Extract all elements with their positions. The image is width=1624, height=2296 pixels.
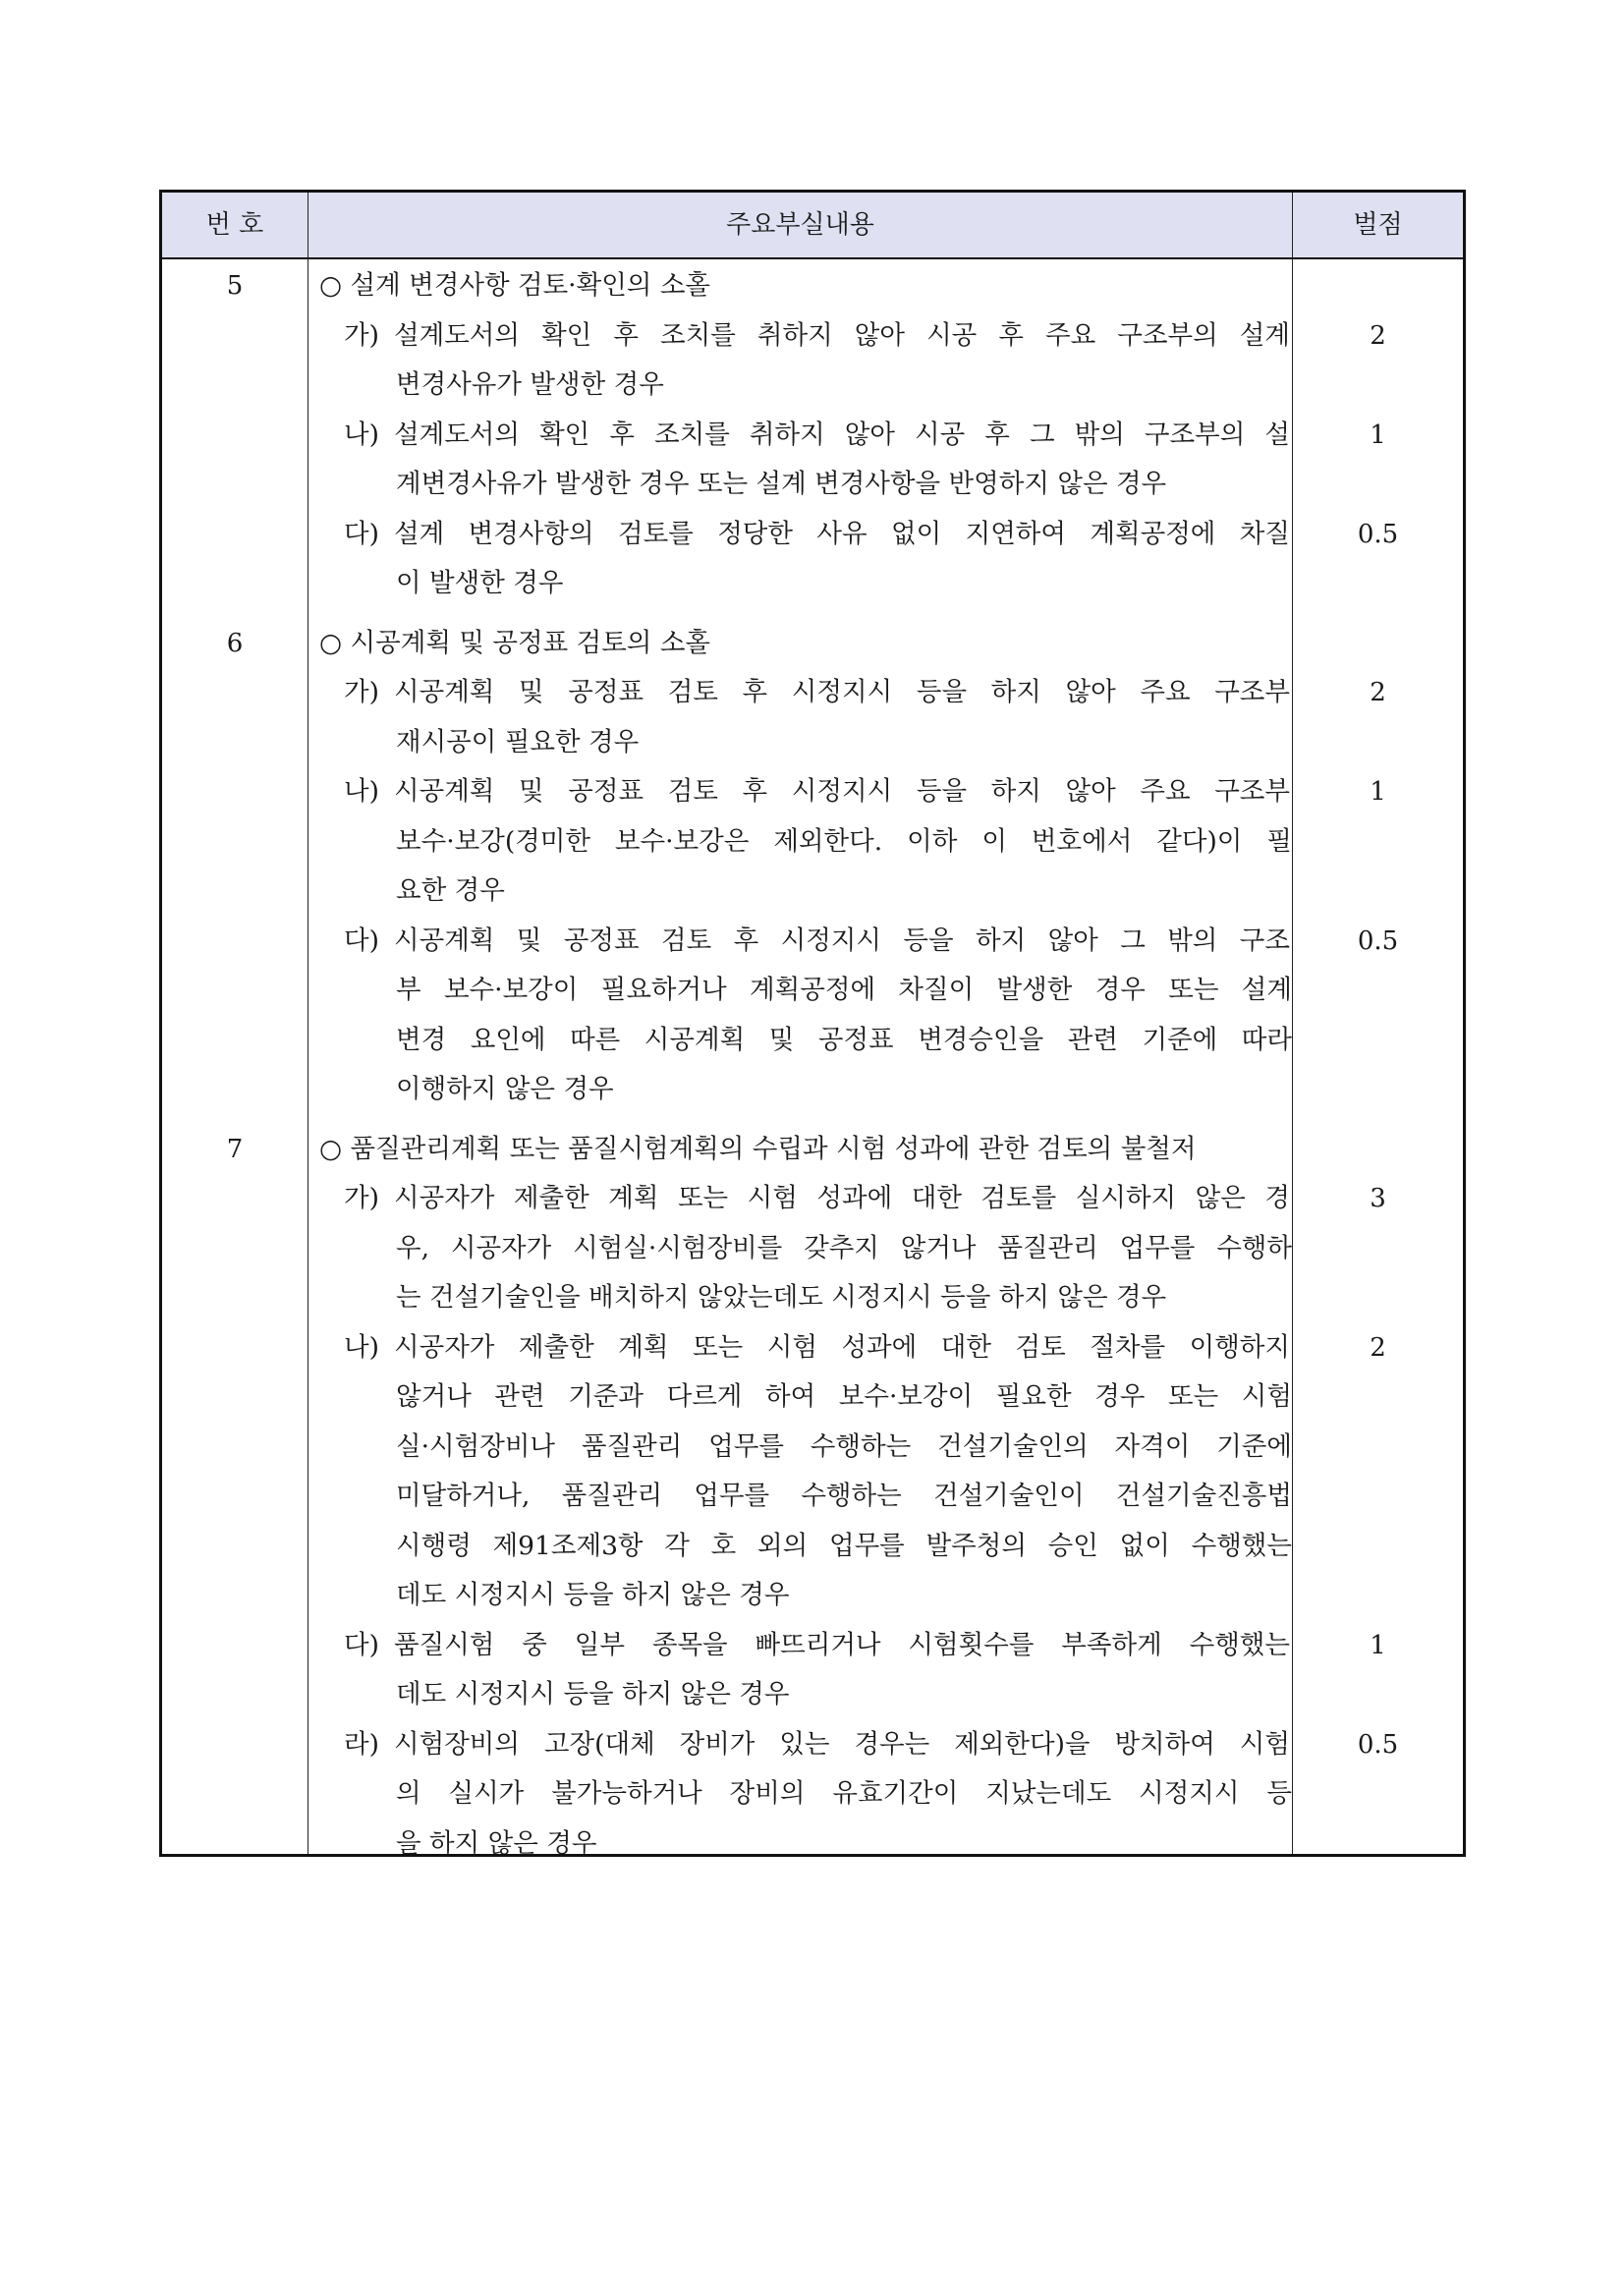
item-text-line: 이행하지 않은 경우 [396,1074,614,1104]
section-number: 7 [226,1134,244,1164]
item-text-line: 실·시험장비나 품질관리 업무를 수행하는 건설기술인의 자격이 기준에 [396,1430,1292,1462]
item-label: 다) [344,1629,379,1660]
penalty-score: 0.5 [1357,519,1399,549]
item-text-line: 시공계획 및 공정표 검토 후 시정지시 등을 하지 않아 주요 구조부 [394,677,1290,707]
penalty-score: 1 [1370,1630,1386,1660]
penalty-score: 2 [1370,678,1386,707]
item-text-line: 시공자가 제출한 계획 또는 시험 성과에 대한 검토를 실시하지 않은 경 [394,1183,1290,1213]
header-number: 번 호 [205,210,264,240]
item-text-line: 는 건설기술인을 배치하지 않았는데도 시정지시 등을 하지 않은 경우 [396,1282,1167,1313]
item-text-line: 시공계획 및 공정표 검토 후 시정지시 등을 하지 않아 그 밖의 구조 [394,924,1290,956]
penalty-score: 0.5 [1357,925,1399,956]
item-label: 라) [344,1728,379,1760]
item-label: 나) [344,1331,379,1363]
penalty-score: 2 [1370,1332,1386,1363]
header-content: 주요부실내용 [726,210,874,240]
item-text-line: 시험장비의 고장(대체 장비가 있는 경우는 제외한다)을 방치하여 시험 [394,1728,1290,1760]
item-text-line: 우, 시공자가 시험실·시험장비를 갖추지 않거나 품질관리 업무를 수행하 [396,1232,1292,1263]
item-text-line: 계변경사유가 발생한 경우 또는 설계 변경사항을 반영하지 않은 경우 [396,469,1167,499]
item-text-line: 변경 요인에 따른 시공계획 및 공정표 변경승인을 관련 기준에 따라 [396,1024,1292,1055]
table-header [162,193,1463,259]
item-label: 다) [344,518,379,549]
item-label: 가) [344,1183,379,1213]
item-text-line: 데도 시정지시 등을 하지 않은 경우 [396,1580,790,1610]
item-text-line: 데도 시정지시 등을 하지 않은 경우 [396,1679,790,1709]
item-text-line: 않거나 관련 기준과 다르게 하여 보수·보강이 필요한 경우 또는 시험 [396,1381,1292,1412]
penalty-score: 1 [1370,420,1386,450]
item-text-line: 품질시험 중 일부 종목을 빠뜨리거나 시험횟수를 부족하게 수행했는 [394,1629,1290,1660]
section-title: ○ 시공계획 및 공정표 검토의 소홀 [319,627,711,658]
section-number: 5 [226,271,244,301]
item-text-line: 재시공이 필요한 경우 [396,726,640,757]
item-text-line: 의 실시가 불가능하거나 장비의 유효기간이 지났는데도 시정지시 등 [396,1778,1292,1809]
item-label: 나) [344,419,379,450]
penalty-score: 3 [1370,1184,1386,1213]
item-label: 나) [344,776,379,807]
item-label: 다) [344,924,379,956]
header-penalty: 벌점 [1353,210,1403,240]
item-text-line: 설계도서의 확인 후 조치를 취하지 않아 시공 후 그 밖의 구조부의 설 [394,419,1290,450]
item-text-line: 설계도서의 확인 후 조치를 취하지 않아 시공 후 주요 구조부의 설계 [394,319,1290,351]
penalty-score: 1 [1370,777,1386,807]
item-text-line: 설계 변경사항의 검토를 정당한 사유 없이 지연하여 계획공정에 차질 [394,518,1290,549]
item-text-line: 요한 경우 [396,875,505,906]
item-text-line: 시공계획 및 공정표 검토 후 시정지시 등을 하지 않아 주요 구조부 [394,776,1290,807]
section-title: ○ 설계 변경사항 검토·확인의 소홀 [319,270,711,301]
item-text-line: 시행령 제91조제3항 각 호 외의 업무를 발주청의 승인 없이 수행했는 [396,1530,1292,1561]
item-text-line: 이 발생한 경우 [396,568,564,598]
item-text-line: 부 보수·보강이 필요하거나 계획공정에 차질이 발생한 경우 또는 설계 [396,975,1292,1005]
item-label: 가) [344,319,379,351]
penalty-score: 0.5 [1357,1729,1399,1760]
section-number: 6 [226,628,244,658]
penalty-score: 2 [1370,320,1386,351]
item-text-line: 보수·보강(경미한 보수·보강은 제외한다. 이하 이 번호에서 같다)이 필 [396,825,1292,857]
item-text-line: 을 하지 않은 경우 [396,1827,597,1859]
item-text-line: 미달하거나, 품질관리 업무를 수행하는 건설기술인이 건설기술진흥법 [396,1481,1292,1511]
item-label: 가) [344,677,379,707]
section-title: ○ 품질관리계획 또는 품질시험계획의 수립과 시험 성과에 관한 검토의 불철저 [319,1133,1197,1164]
penalty-table [159,190,1466,1857]
item-text-line: 시공자가 제출한 계획 또는 시험 성과에 대한 검토 절차를 이행하지 [394,1331,1290,1363]
item-text-line: 변경사유가 발생한 경우 [396,369,664,400]
